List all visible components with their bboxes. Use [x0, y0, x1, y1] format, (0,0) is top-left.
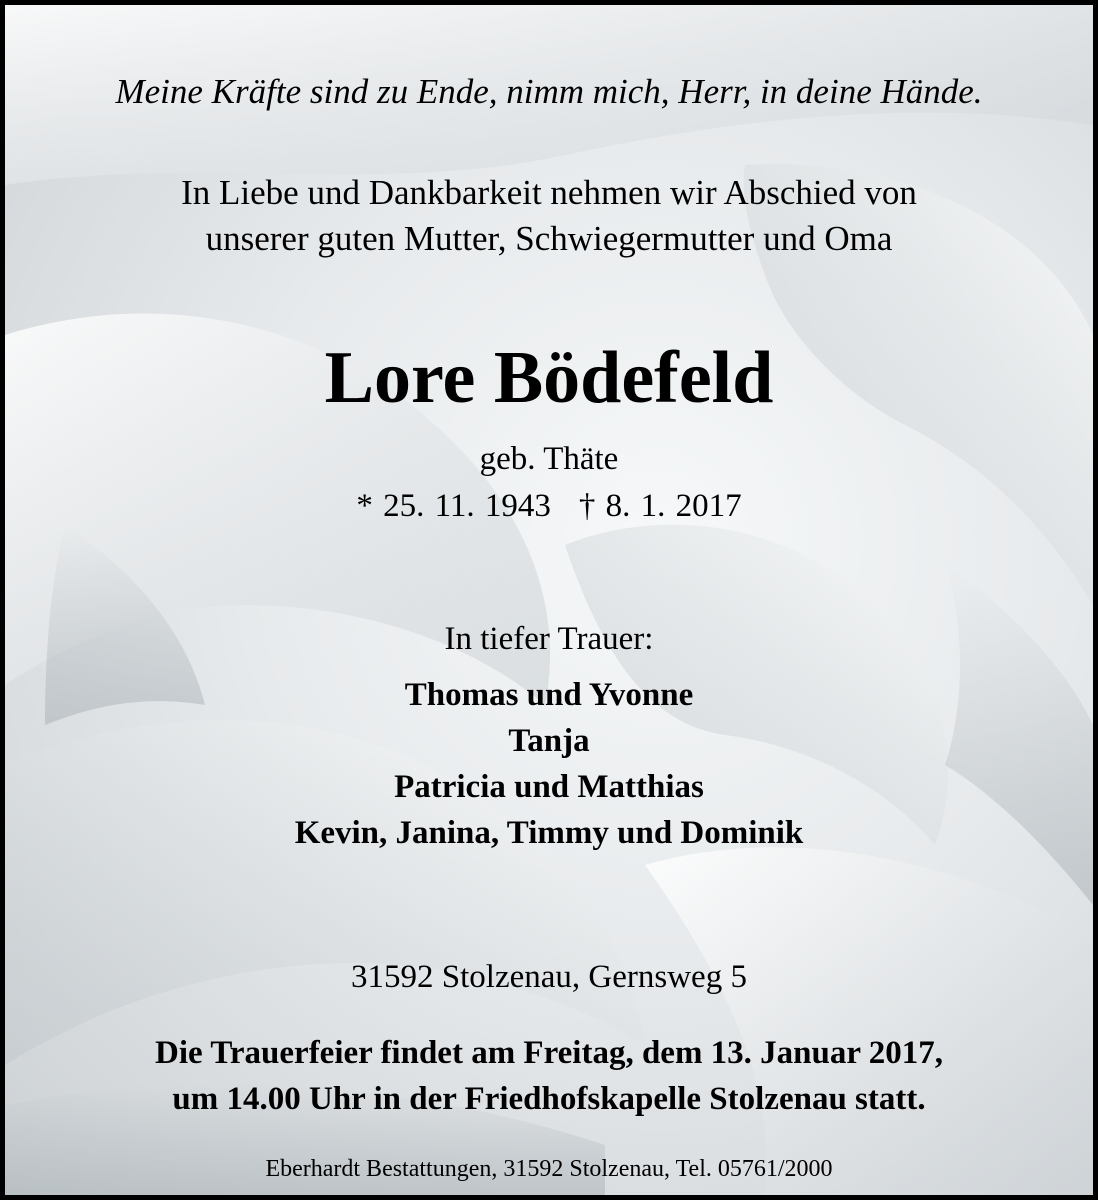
birth-name: geb. Thäte	[479, 441, 619, 477]
birth-date: * 25. 11. 1943	[356, 488, 551, 524]
funeral-service-line-2: um 14.00 Uhr in der Friedhofskapelle Stolzenau statt.	[172, 1081, 926, 1117]
family-address: 31592 Stolzenau, Gernsweg 5	[351, 959, 747, 995]
life-dates	[5, 484, 1093, 528]
motto-verse: Meine Kräfte sind zu Ende, nimm mich, Herr, in deine Hände.	[115, 72, 983, 111]
intro-line-1: In Liebe und Dankbarkeit nehmen wir Abschied von	[181, 173, 917, 212]
intro-line-2: unserer guten Mutter, Schwiegermutter und Oma	[205, 219, 893, 258]
mourning-label: In tiefer Trauer:	[444, 621, 654, 657]
funeral-home-footer: Eberhardt Bestattungen, 31592 Stolzenau, Tel. 05761/2000	[265, 1156, 833, 1182]
mourner-line: Kevin, Janina, Timmy und Dominik	[294, 815, 804, 851]
deceased-name: Lore Bödefeld	[324, 337, 774, 419]
mourner-line: Tanja	[508, 723, 590, 759]
mourner-line: Thomas und Yvonne	[404, 677, 694, 713]
funeral-service-line-1: Die Trauerfeier findet am Freitag, dem 13. Januar 2017,	[155, 1035, 943, 1071]
mourner-line: Patricia und Matthias	[394, 769, 704, 805]
death-date: † 8. 1. 2017	[578, 488, 742, 524]
